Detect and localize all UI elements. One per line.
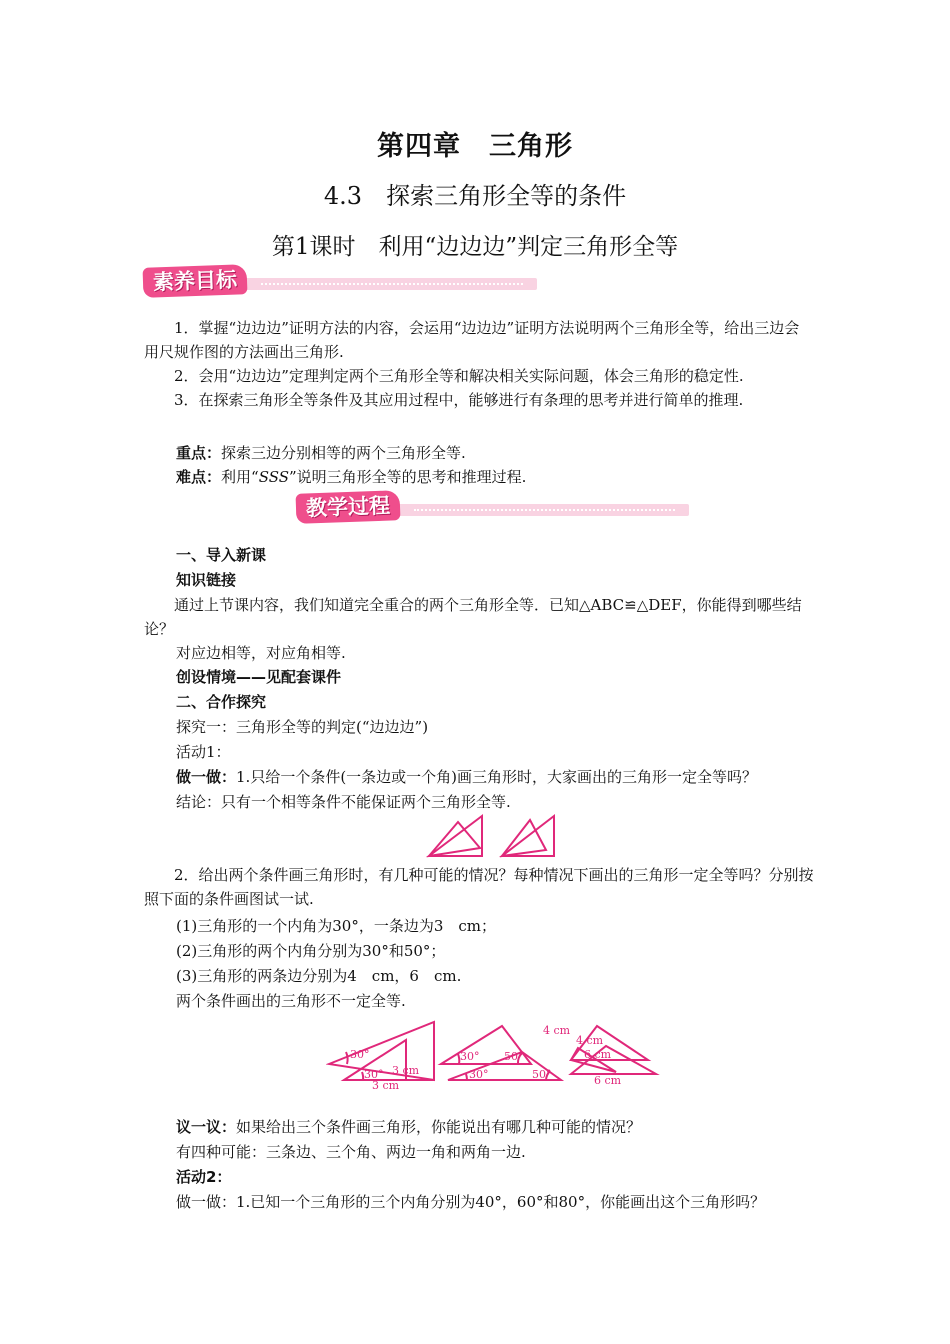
- fig2-label-4cm-a: 4 cm: [543, 1024, 571, 1037]
- lesson-title: 第1课时 利用“边边边”判定三角形全等: [271, 234, 679, 260]
- fig2-label-3cm-b: 3 cm: [372, 1079, 400, 1090]
- fig2-label-3cm-a: 3 cm: [392, 1064, 420, 1077]
- difficult-point: 难点：利用“SSS”说明三角形全等的思考和推理过程.: [176, 468, 527, 486]
- conclusion-2: 两个条件画出的三角形不一定全等.: [176, 992, 406, 1010]
- process-banner-label: 教学过程: [296, 490, 401, 524]
- figure-two-conditions: [326, 1018, 660, 1090]
- knowledge-link: 知识链接: [176, 571, 237, 589]
- condition-3: (3)三角形的两条边分别为4 cm，6 cm.: [176, 967, 462, 985]
- goal-item-1: 1．掌握“边边边”证明方法的内容，会运用“边边边”证明方法说明两个三角形全等，给出三边会用尺规作图的方法画出三角形.: [144, 319, 800, 361]
- goals-banner: [143, 266, 537, 296]
- fig2-label-6cm-a: 6 cm: [584, 1048, 612, 1061]
- condition-1: (1)三角形的一个内角为30°，一条边为3 cm；: [176, 917, 497, 935]
- chapter-title: 第四章 三角形: [377, 131, 573, 162]
- goal-item-2: 2．会用“边边边”定理判定两个三角形全等和解决相关实际问题，体会三角形的稳定性.: [174, 367, 744, 385]
- figure-one-condition: [424, 808, 560, 862]
- question-1: 通过上节课内容，我们知道完全重合的两个三角形全等．已知△ABC≌△DEF，你能得到哪些结论？: [144, 596, 802, 638]
- section-1-title: 一、导入新课: [176, 546, 267, 564]
- question-2: 2．给出两个条件画三角形时，有几种可能的情况？每种情况下画出的三角形一定全等吗？分别按照下面的条件画图试一试.: [144, 866, 814, 908]
- fig2-label-50-b: 50°: [532, 1068, 552, 1081]
- goal-item-3: 3．在探索三角形全等条件及其应用过程中，能够进行有条理的思考并进行简单的推理.: [174, 391, 744, 409]
- condition-2: (2)三角形的两个内角分别为30°和50°；: [176, 942, 446, 960]
- conclusion-1: 结论：只有一个相等条件不能保证两个三角形全等.: [176, 793, 511, 811]
- fig2-label-6cm-b: 6 cm: [594, 1074, 622, 1087]
- fig2-label-30-d: 30°: [469, 1068, 489, 1081]
- fig2-set2-arc-c: [466, 1074, 467, 1080]
- answer-1: 对应边相等，对应角相等.: [176, 644, 346, 662]
- fig2-label-50-a: 50°: [504, 1050, 524, 1063]
- activity-1: 活动1：: [176, 743, 231, 761]
- fig2-set1-arc-b: [362, 1072, 363, 1080]
- section-2-title: 二、合作探究: [176, 693, 267, 711]
- activity-2: 活动2：: [176, 1168, 232, 1186]
- do-it-2: 做一做：1.已知一个三角形的三个内角分别为40°，60°和80°，你能画出这个三角形吗？: [176, 1193, 766, 1211]
- key-point: 重点：探索三边分别相等的两个三角形全等.: [176, 444, 466, 462]
- do-it-1: 做一做：1.只给一个条件(一条边或一个角)画三角形时，大家画出的三角形一定全等吗？: [176, 768, 758, 786]
- goals-banner-label: 素养目标: [143, 264, 248, 298]
- fig2-label-30-c: 30°: [460, 1050, 480, 1063]
- fig1-triangle-a: [429, 816, 482, 856]
- discuss-answer: 有四种可能：三条边、三个角、两边一角和两角一边.: [176, 1143, 526, 1161]
- process-banner: [296, 492, 689, 522]
- scene-line: 创设情境——见配套课件: [176, 668, 342, 686]
- goals-list: [144, 316, 814, 412]
- section-title: 4.3 探索三角形全等的条件: [323, 182, 627, 210]
- explore-1: 探究一：三角形全等的判定(“边边边”): [176, 718, 429, 736]
- fig2-label-30-a: 30°: [350, 1048, 370, 1061]
- fig2-label-4cm-b: 4 cm: [576, 1034, 604, 1047]
- discuss-line: 议一议：如果给出三个条件画三角形，你能说出有哪几种可能的情况？: [176, 1118, 642, 1136]
- fig2-label-30-b: 30°: [364, 1068, 384, 1081]
